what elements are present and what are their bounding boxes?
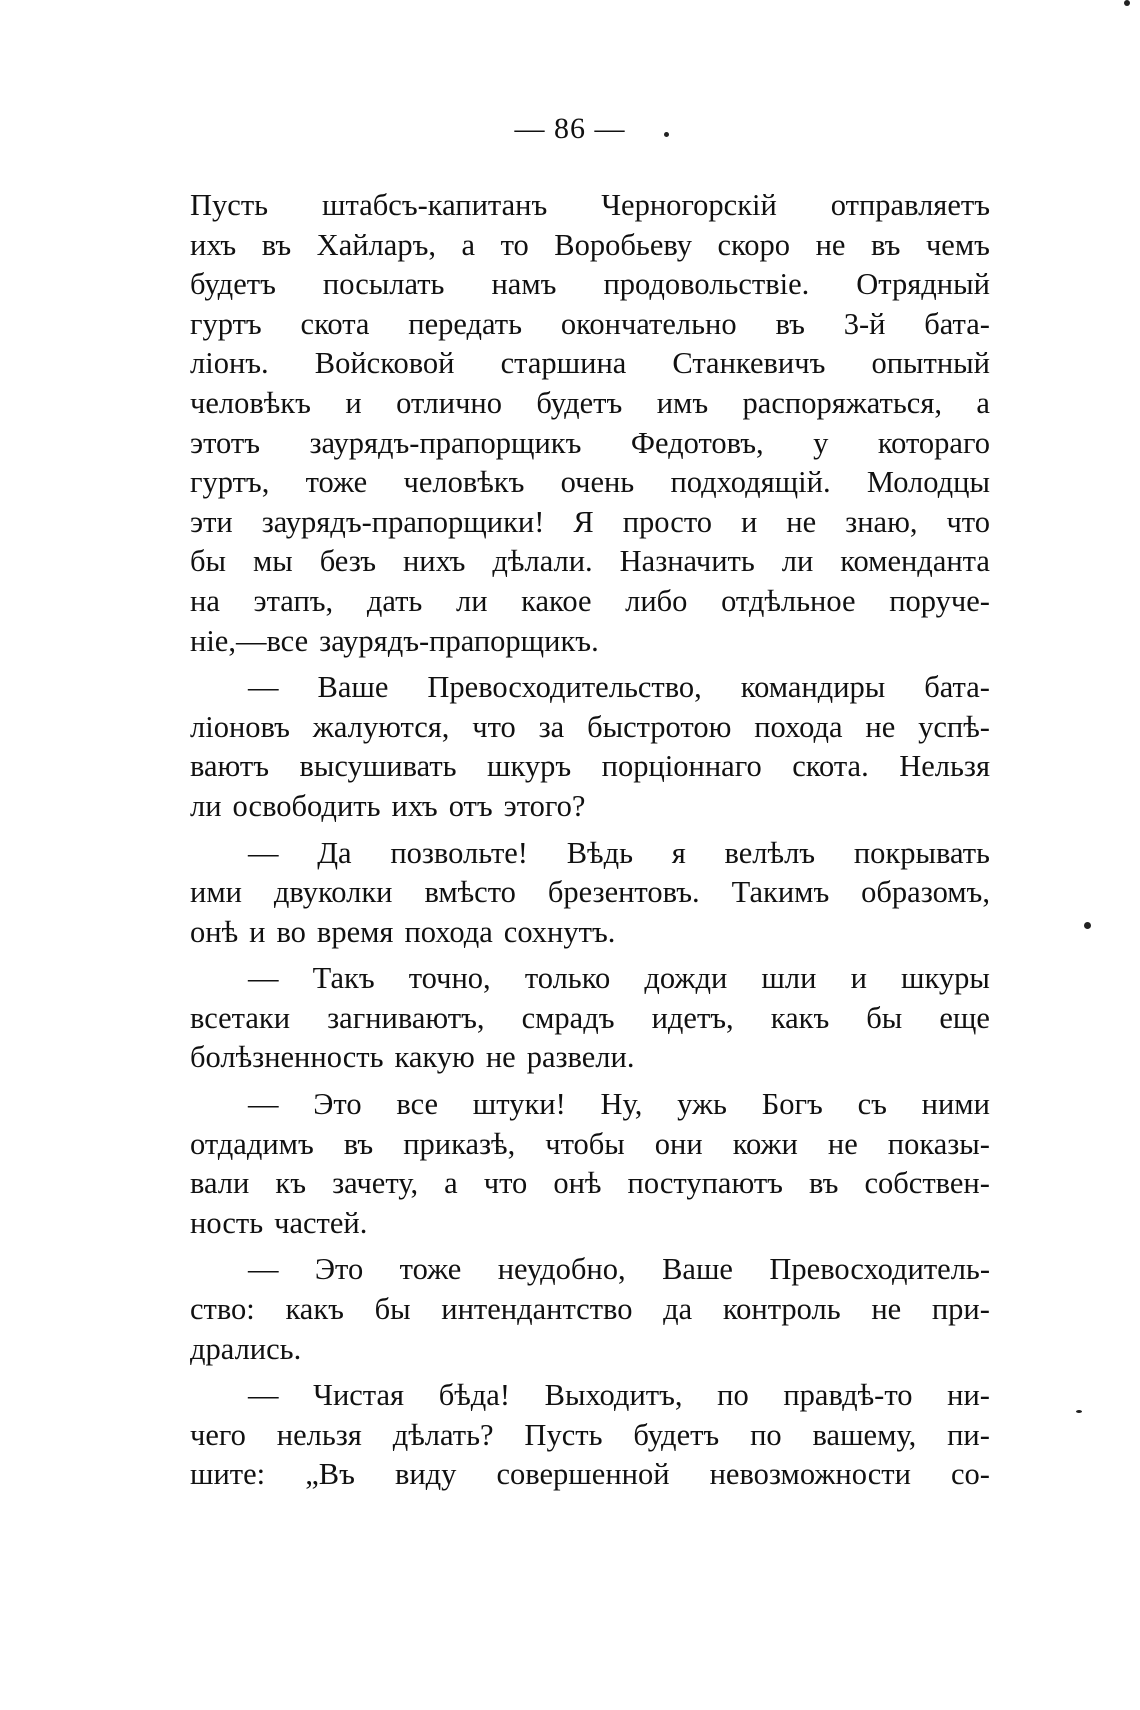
text-line (190, 913, 990, 953)
word: онѣ (190, 914, 239, 949)
word: командиры (740, 670, 886, 705)
word: велѣлъ (724, 835, 816, 870)
text-line (190, 873, 990, 913)
word: поступаютъ (627, 1166, 783, 1201)
word: вали (190, 1166, 250, 1201)
text-line (190, 959, 990, 999)
word: сохнутъ. (503, 914, 616, 949)
text-line (190, 344, 990, 384)
text-line (190, 265, 990, 305)
word: котораго (877, 425, 990, 460)
word: Превосходитель- (769, 1252, 990, 1287)
word: — (248, 961, 279, 996)
text-line (190, 424, 990, 464)
word: этапъ, (253, 583, 334, 618)
word: вашему, (812, 1417, 917, 1452)
word: пи- (947, 1417, 990, 1452)
word: у (813, 425, 829, 460)
word: шкуры (901, 961, 990, 996)
word: продовольствіе. (603, 267, 810, 302)
word: чемъ (925, 227, 990, 262)
word: Хайларъ, (316, 227, 436, 262)
word: Богъ (761, 1087, 823, 1122)
word: будетъ (190, 267, 276, 302)
word: зачету, (332, 1166, 419, 1201)
word: этого? (503, 788, 586, 823)
scan-speck (1124, 0, 1130, 6)
word: Назначить (619, 544, 755, 579)
word: тоже (399, 1252, 462, 1287)
word: со- (950, 1457, 990, 1492)
word: а (461, 227, 476, 262)
word: ужь (677, 1087, 727, 1122)
word: очень (560, 465, 635, 500)
word: и (740, 504, 758, 539)
word: дрались. (190, 1331, 302, 1366)
word: интендантство (441, 1292, 633, 1327)
word: по (750, 1417, 782, 1452)
word: высушивать (299, 749, 457, 784)
word: къ (275, 1166, 307, 1201)
word: да (663, 1292, 693, 1327)
word: будетъ (633, 1417, 720, 1452)
text-line (190, 1416, 990, 1456)
word: все (396, 1087, 439, 1122)
word: знаю, (845, 504, 918, 539)
word: заурядъ-прапорщикъ. (319, 623, 599, 658)
word: ство: (190, 1292, 255, 1327)
word: 3-й (843, 306, 886, 341)
word: Молодцы (866, 465, 990, 500)
word: не (865, 709, 896, 744)
word: эти (190, 504, 233, 539)
word: что (483, 1166, 528, 1201)
word: я (671, 835, 686, 870)
word: точно, (408, 961, 491, 996)
word: не (827, 1126, 858, 1161)
word: будетъ (536, 385, 623, 420)
word: смрадъ (521, 1000, 615, 1035)
word: ліонъ. (190, 346, 269, 381)
word: покрывать (853, 835, 990, 870)
text-line (190, 1376, 990, 1416)
text-line (190, 622, 990, 662)
word: отдѣльное (721, 583, 856, 618)
scan-speck (1076, 1410, 1082, 1413)
word: во (276, 914, 306, 949)
word: ни- (947, 1378, 990, 1413)
text-line (190, 226, 990, 266)
text-line (190, 305, 990, 345)
word: отдадимъ (190, 1126, 314, 1161)
word: гуртъ (190, 306, 262, 341)
word: коменданта (840, 544, 990, 579)
word: въ (871, 227, 901, 262)
text-line (190, 1125, 990, 1165)
word: вмѣсто (424, 875, 516, 910)
text-line (190, 747, 990, 787)
word: дѣлали. (492, 544, 593, 579)
word: тоже (305, 465, 368, 500)
word: контроль (722, 1292, 841, 1327)
word: посылать (322, 267, 445, 302)
word: развели. (526, 1040, 635, 1075)
word: кожи (732, 1126, 798, 1161)
text-line (190, 384, 990, 424)
word: въ (343, 1126, 374, 1161)
word: Чистая (313, 1378, 405, 1413)
word: либо (625, 583, 688, 618)
word: ихъ (391, 788, 438, 823)
word: — (248, 1252, 279, 1287)
word: загниваютъ, (327, 1000, 485, 1035)
word: совершенной (496, 1457, 670, 1492)
word: скота (300, 306, 370, 341)
word: на (190, 583, 220, 618)
word: образомъ, (861, 875, 990, 910)
word: гуртъ, (190, 465, 270, 500)
word: Воробьеву (554, 227, 692, 262)
word: по (717, 1378, 749, 1413)
word: они (654, 1126, 703, 1161)
word: Это (313, 1087, 362, 1122)
word: и (345, 385, 362, 420)
word: просто (622, 504, 712, 539)
word: Я (573, 504, 594, 539)
word: ность (190, 1205, 264, 1240)
word: въ (775, 306, 805, 341)
word: похода (754, 709, 843, 744)
text-line (190, 582, 990, 622)
word: порціоннаго (601, 749, 762, 784)
word: идетъ, (651, 1000, 734, 1035)
word: дожди (644, 961, 728, 996)
text-line (190, 1164, 990, 1204)
word: поруче- (889, 583, 990, 618)
word: штуки! (472, 1087, 566, 1122)
word: а (976, 385, 990, 420)
word: — (248, 670, 279, 705)
word: Пусть (524, 1417, 603, 1452)
word: чего (190, 1417, 246, 1452)
word: онѣ (553, 1166, 602, 1201)
word: нельзя (276, 1417, 362, 1452)
word: двуколки (273, 875, 393, 910)
text-line (190, 503, 990, 543)
text-line (190, 999, 990, 1039)
text-line (190, 668, 990, 708)
word: не (485, 1040, 516, 1075)
word: и (850, 961, 867, 996)
word: бы (374, 1292, 411, 1327)
word: частей. (274, 1205, 368, 1240)
word: приказѣ, (403, 1126, 516, 1161)
word: Это (314, 1252, 364, 1287)
page-number: — 86 — (514, 112, 626, 145)
word: распоряжаться, (742, 385, 942, 420)
word: ихъ (190, 227, 237, 262)
word: Ваше (662, 1252, 733, 1287)
word: скоро (717, 227, 791, 262)
text-line (190, 1330, 990, 1370)
word: правдѣ-то (783, 1378, 913, 1413)
word: время (316, 914, 394, 949)
word: отправляетъ (830, 188, 990, 222)
word: — (248, 1378, 279, 1413)
word: показы- (887, 1126, 990, 1161)
word: дѣлать? (392, 1417, 494, 1452)
word: не (871, 1292, 902, 1327)
text-line (190, 1204, 990, 1244)
word: Станкевичъ (672, 346, 826, 381)
word: штабсъ-капитанъ (322, 188, 548, 222)
word: жалуются, (312, 709, 450, 744)
text-line (190, 1455, 990, 1495)
text-line (190, 1085, 990, 1125)
word: ли (781, 544, 814, 579)
word: — (248, 835, 279, 870)
word: и (249, 914, 266, 949)
word: Федотовъ, (630, 425, 764, 460)
word: Отрядный (856, 267, 990, 302)
word: брезентовъ. (547, 875, 700, 910)
word: въ (261, 227, 292, 262)
word: Пусть (190, 188, 269, 222)
word: успѣ- (918, 709, 990, 744)
word: Выходитъ, (544, 1378, 683, 1413)
word: имъ (656, 385, 709, 420)
word: что (946, 504, 990, 539)
word: этотъ (190, 425, 260, 460)
word: окончательно (560, 306, 737, 341)
word: скота. (792, 749, 869, 784)
word: что (472, 709, 516, 744)
word: чтобы (545, 1126, 625, 1161)
word: при- (931, 1292, 990, 1327)
text-line (190, 1290, 990, 1330)
word: заурядъ-прапорщики! (261, 504, 545, 539)
word: позвольте! (390, 835, 528, 870)
word: Нельзя (899, 749, 990, 784)
word: шите: (190, 1457, 266, 1492)
word: ли (190, 788, 222, 823)
word: ліоновъ (190, 709, 290, 744)
word: Вѣдь (566, 835, 634, 870)
word: бата- (924, 306, 990, 341)
word: бата- (924, 670, 990, 705)
text-line (190, 1250, 990, 1290)
word: не (786, 504, 817, 539)
word: бѣда! (438, 1378, 510, 1413)
word: шли (761, 961, 817, 996)
word: старшина (500, 346, 627, 381)
word: быстротою (587, 709, 732, 744)
word: неудобно, (497, 1252, 626, 1287)
text-line (190, 834, 990, 874)
word: отлично (396, 385, 502, 420)
word: виду (394, 1457, 457, 1492)
word: за (538, 709, 565, 744)
text-line (190, 186, 990, 226)
scan-speck (664, 132, 669, 137)
word: еще (939, 1000, 990, 1035)
word: подходящій. (670, 465, 831, 500)
word: человѣкъ (403, 465, 525, 500)
text-line (190, 1038, 990, 1078)
word: ли (455, 583, 488, 618)
word: Да (317, 835, 352, 870)
word: бы (866, 1000, 903, 1035)
word: какое (521, 583, 592, 618)
word: только (524, 961, 611, 996)
word: всетаки (190, 1000, 291, 1035)
word: отъ (448, 788, 493, 823)
word: Черногорскій (601, 188, 777, 222)
word: съ (857, 1087, 887, 1122)
word: нихъ (402, 544, 466, 579)
word: мы (252, 544, 293, 579)
word: ніе,—все (190, 623, 309, 658)
word: Ваше (317, 670, 389, 705)
word: а (444, 1166, 458, 1201)
word: „Въ (305, 1457, 355, 1492)
word: невозможности (709, 1457, 911, 1492)
word: бы (190, 544, 227, 579)
word: похода (404, 914, 493, 949)
word: освободить (232, 788, 381, 823)
word: ими (190, 875, 242, 910)
word: въ (809, 1166, 839, 1201)
word: дать (366, 583, 423, 618)
word: шкуръ (487, 749, 572, 784)
word: не (815, 227, 846, 262)
text-line (190, 463, 990, 503)
word: собствен- (864, 1166, 990, 1201)
word: опытный (871, 346, 990, 381)
text-line (190, 708, 990, 748)
word: какую (394, 1040, 475, 1075)
word: ними (921, 1087, 990, 1122)
word: Такъ (312, 961, 375, 996)
word: — (248, 1087, 279, 1122)
text-line (190, 787, 990, 827)
word: передать (408, 306, 523, 341)
word: заурядъ-прапорщикъ (309, 425, 582, 460)
word: безъ (319, 544, 377, 579)
word: болѣзненность (190, 1040, 384, 1075)
word: ваютъ (190, 749, 270, 784)
word: то (500, 227, 529, 262)
text-line (190, 542, 990, 582)
word: Превосходительство, (427, 670, 702, 705)
word: какъ (770, 1000, 830, 1035)
scan-speck (1084, 922, 1091, 929)
word: Войсковой (314, 346, 455, 381)
word: Такимъ (731, 875, 830, 910)
word: человѣкъ (190, 385, 311, 420)
word: Ну, (600, 1087, 643, 1122)
word: намъ (491, 267, 557, 302)
body-text (190, 186, 990, 1495)
word: какъ (285, 1292, 344, 1327)
